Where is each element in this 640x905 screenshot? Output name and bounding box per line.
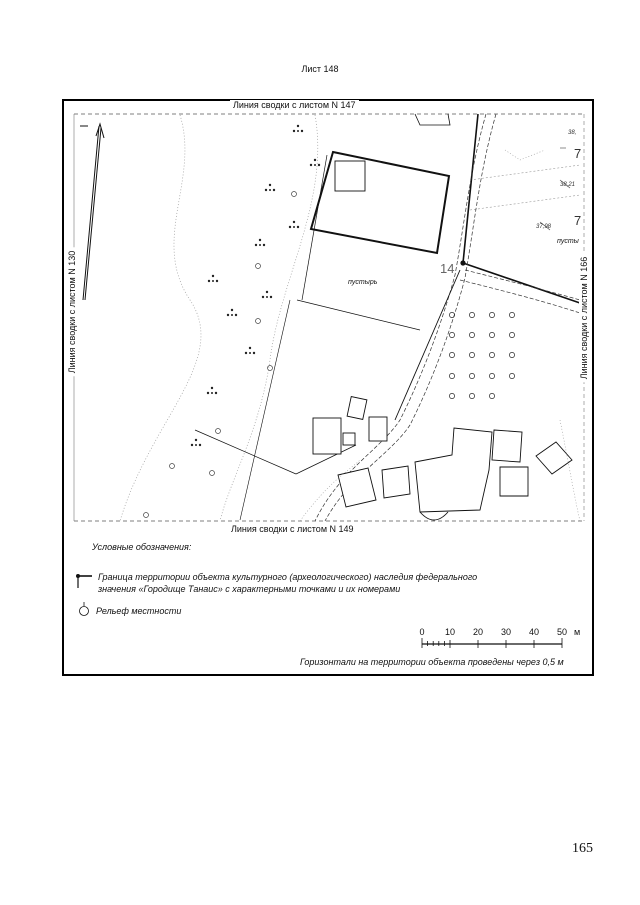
orchard-grid xyxy=(449,312,514,398)
contour-line xyxy=(470,165,580,180)
boundary-line xyxy=(463,263,580,303)
parcel-line xyxy=(297,300,420,330)
page-number: 165 xyxy=(572,841,593,856)
edge-label-bottom: Линия сводки с листом N 149 xyxy=(228,524,357,534)
scale-label: 50 xyxy=(556,627,568,637)
edge-label-left: Линия сводки с листом N 130 xyxy=(67,248,77,377)
building xyxy=(492,430,522,462)
legend-relief-text: Рельеф местности xyxy=(96,606,182,616)
contour-line xyxy=(560,420,580,521)
elevation-label: 38, xyxy=(568,130,577,136)
boundary-point-number: 14 xyxy=(440,261,455,276)
building-large xyxy=(415,428,492,512)
contour-line xyxy=(505,150,545,160)
sheet-digit: 7 xyxy=(574,213,582,228)
building-rounded xyxy=(420,512,448,520)
relief-circle-icon xyxy=(144,513,149,518)
building xyxy=(500,467,528,496)
relief-circles xyxy=(144,192,297,518)
plot-outlines xyxy=(195,114,580,520)
relief-circle-icon xyxy=(292,192,297,197)
relief-circle-icon xyxy=(256,319,261,324)
map-label-wasteland: пустырь xyxy=(348,279,378,286)
relief-symbol-icon xyxy=(255,239,265,246)
boundary-point-marker xyxy=(460,260,465,265)
relief-symbol-icon xyxy=(208,275,218,282)
scale-bar xyxy=(422,638,562,648)
relief-circle-icon xyxy=(210,471,215,476)
relief-circle-icon xyxy=(256,264,261,269)
sheet-digit: 7 xyxy=(574,146,582,161)
relief-symbol-icon xyxy=(293,125,303,132)
relief-circle-icon xyxy=(170,464,175,469)
sheet-title: Лист 148 xyxy=(301,64,339,74)
north-arrow-icon xyxy=(80,124,104,300)
relief-symbol-icon xyxy=(265,184,275,191)
building-top xyxy=(415,114,450,125)
edge-label-top: Линия сводки с листом N 147 xyxy=(230,100,359,110)
contour-line xyxy=(470,195,580,210)
relief-symbol-icon xyxy=(262,291,272,298)
building-small xyxy=(335,161,365,191)
contour-interval-note: Горизонтали на территории объекта проведены через 0,5 м xyxy=(300,657,564,667)
relief-symbol-icon xyxy=(245,347,255,354)
lower-buildings xyxy=(313,397,572,520)
relief-legend-icon xyxy=(80,602,89,616)
contour-line xyxy=(120,115,201,521)
legend-boundary-line1: Граница территории объекта культурного (археологического) наследия федерального xyxy=(98,572,478,582)
scale-label: 20 xyxy=(472,627,484,637)
relief-circle-icon xyxy=(216,429,221,434)
relief-symbol-icon xyxy=(191,439,201,446)
building xyxy=(369,417,387,441)
legend-title: Условные обозначения: xyxy=(92,542,192,552)
relief-circle-icon xyxy=(268,366,273,371)
large-plot xyxy=(311,152,449,253)
scale-label: 10 xyxy=(444,627,456,637)
relief-symbols xyxy=(191,125,320,446)
edge-label-right: Линия сводки с листом N 166 xyxy=(579,254,589,383)
scale-label: 30 xyxy=(500,627,512,637)
relief-symbol-icon xyxy=(207,387,217,394)
boundary-legend-icon xyxy=(76,574,92,588)
building xyxy=(338,468,376,507)
legend-boundary-text xyxy=(98,571,477,595)
elevation-label: 38,21 xyxy=(560,182,576,188)
scale-label: 40 xyxy=(528,627,540,637)
legend-boundary-line2: значения «Городище Танаис» с характерными точками и их номерами xyxy=(98,584,401,594)
contour-line xyxy=(220,115,318,521)
scale-label: 0 xyxy=(419,627,425,637)
road-edge xyxy=(465,270,580,300)
elevation-label: 37,98 xyxy=(536,224,552,230)
scale-unit: м xyxy=(574,627,581,637)
relief-symbol-icon xyxy=(289,221,299,228)
parcel-line xyxy=(195,430,296,474)
building xyxy=(347,397,367,420)
elevation-marks xyxy=(540,148,570,230)
parcel-line xyxy=(302,155,327,300)
building xyxy=(536,442,572,474)
parcel-line xyxy=(240,300,290,520)
building xyxy=(382,466,410,498)
boundary-line xyxy=(463,114,478,263)
relief-symbol-icon xyxy=(310,159,320,166)
map-label-wasteland-right: пусты xyxy=(557,238,579,245)
building xyxy=(313,418,341,454)
building xyxy=(343,433,355,445)
relief-symbol-icon xyxy=(227,309,237,316)
